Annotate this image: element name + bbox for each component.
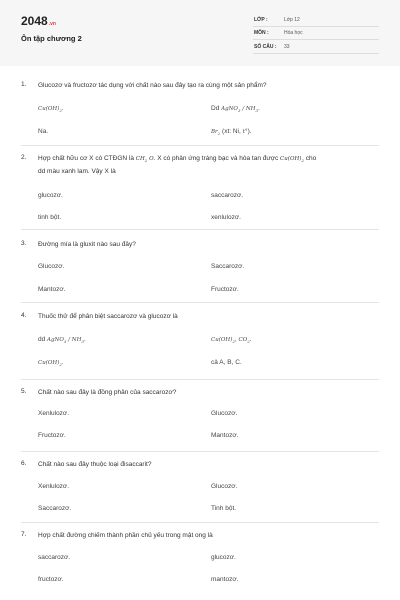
option-a[interactable]: $Cu(OH)_2$. [38, 105, 64, 114]
option-c[interactable]: fructozơ. [38, 576, 64, 583]
option-c[interactable]: Saccarozơ. [38, 505, 72, 512]
option-c[interactable]: Na. [38, 128, 49, 135]
option-d[interactable]: $Br_2$ (xt: Ni, t°). [211, 128, 252, 137]
question-number: 3. [21, 240, 27, 247]
divider [21, 229, 379, 230]
option-b[interactable]: Saccarozơ. [211, 263, 245, 270]
option-b[interactable]: Dd AgNO$_3$ / $NH_3$. [211, 105, 260, 114]
option-a[interactable]: Glucozơ. [38, 263, 65, 270]
option-a[interactable]: Xenlulozơ. [38, 483, 70, 490]
option-d[interactable]: Fructozơ. [211, 286, 239, 293]
header [0, 0, 400, 66]
option-c[interactable]: Mantozơ. [38, 286, 66, 293]
meta-class-value: Lớp 12 [284, 17, 300, 23]
option-c[interactable]: $Cu(OH)_2$. [38, 359, 64, 368]
option-d[interactable]: mantozơ. [211, 576, 239, 583]
option-a[interactable]: dd AgNO$_3$ / $NH_3$. [38, 336, 86, 345]
question-number: 2. [21, 154, 27, 161]
question-number: 4. [21, 312, 27, 319]
meta-class-key: LỚP : [254, 17, 268, 23]
option-d[interactable]: Tinh bột. [211, 505, 237, 512]
question-number: 1. [21, 81, 27, 88]
meta-subject-row [253, 27, 379, 40]
question-text: Hợp chất đường chiếm thành phần chủ yếu trong mật ong là [38, 532, 213, 539]
option-c[interactable]: tinh bột. [38, 214, 62, 221]
question-text: Glucozơ và fructozơ tác dụng với chất nào sau đây tạo ra cùng một sản phẩm? [38, 82, 267, 89]
question-text: Thuốc thử để phân biệt saccarozơ và glucozơ là [38, 313, 178, 320]
option-b[interactable]: saccarozơ. [211, 192, 244, 199]
question-text: Chất nào sau đây thuộc loại đisaccarit? [38, 461, 152, 468]
divider [21, 302, 379, 303]
divider [21, 522, 379, 523]
option-d[interactable]: Mantozơ. [211, 432, 239, 439]
meta-class-row [253, 14, 379, 27]
question-number: 5. [21, 388, 27, 395]
option-a[interactable]: saccarozơ. [38, 554, 71, 561]
option-b[interactable]: Glucozơ. [211, 483, 238, 490]
page-title: Ôn tập chương 2 [21, 34, 82, 43]
meta-subject-value: Hóa học [284, 30, 303, 36]
divider [21, 145, 379, 146]
question-number: 6. [21, 460, 27, 467]
option-d[interactable]: xenlulozơ. [211, 214, 241, 221]
meta-count-value: 33 [284, 44, 290, 50]
question-text: Hợp chất hữu cơ X có CTĐGN là $CH_2$ O. X có phản ứng tráng bạc và hòa tan được $Cu(OH)_2$ cho dd màu xanh lam. Vậy X là [38, 155, 317, 175]
meta-count-key: SỐ CÂU : [254, 44, 277, 50]
meta-subject-key: MÔN : [254, 30, 269, 36]
question-number: 7. [21, 531, 27, 538]
option-a[interactable]: glucozơ. [38, 192, 63, 199]
option-b[interactable]: Glucozơ. [211, 410, 238, 417]
option-d[interactable]: cả A, B, C. [211, 359, 242, 366]
site-logo[interactable]: 2048.vn [21, 14, 56, 28]
divider [21, 451, 379, 452]
option-b[interactable]: $Cu(OH)_2$, $CO_2$. [211, 336, 252, 345]
question-text: Chất nào sau đây là đồng phân của saccarozơ? [38, 389, 177, 396]
divider [21, 379, 379, 380]
option-b[interactable]: glucozơ. [211, 554, 236, 561]
logo-suffix: .vn [48, 21, 56, 27]
question-text: Đường mía là gluxit nào sau đây? [38, 241, 136, 248]
option-c[interactable]: Fructozơ. [38, 432, 66, 439]
meta-count-row [253, 41, 379, 54]
option-a[interactable]: Xenlulozơ. [38, 410, 70, 417]
